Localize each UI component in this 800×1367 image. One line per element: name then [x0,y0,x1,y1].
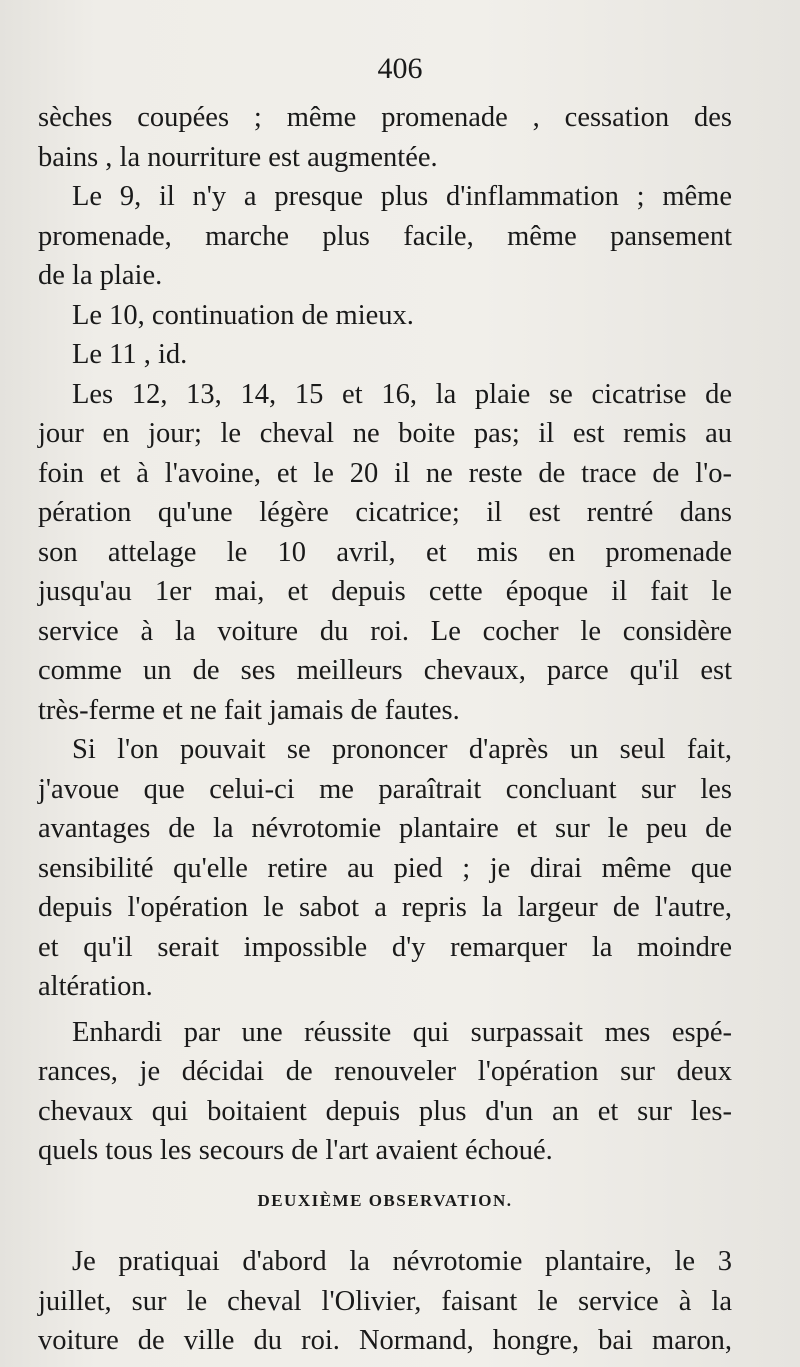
text-line: sèches coupées ; même promenade , cessation des [38,102,732,133]
text-line: pération qu'une légère cicatrice; il est rentré dans [38,497,732,528]
text-line: et qu'il serait impossible d'y remarquer la moindre [38,931,732,963]
text-line: son attelage le 10 avril, et mis en promenade [38,536,732,568]
text-line: Le 10, continuation de mieux. [72,299,414,331]
text-line: Si l'on pouvait se prononcer d'après un seul fait, [72,734,732,765]
text-line: voiture de ville du roi. Normand, hongre, bai maron, [38,1325,732,1356]
text-line: rances, je décidai de renouveler l'opération sur deux [38,1056,732,1087]
text-line: promenade, marche plus facile, même pansement [38,220,732,252]
text-line: depuis l'opération le sabot a repris la largeur de l'autre, [38,892,732,923]
text-line: Les 12, 13, 14, 15 et 16, la plaie se cicatrise de [72,378,732,410]
text-line: altération. [38,971,153,1002]
text-line: de la plaie. [38,260,163,291]
body-text [38,98,732,1361]
page-number: 406 [377,52,423,85]
text-line: chevaux qui boitaient depuis plus d'un an et sur les- [38,1095,732,1127]
text-line: service à la voiture du roi. Le cocher le considère [38,615,732,647]
text-line: jour en jour; le cheval ne boite pas; il est remis au [38,418,732,449]
text-line: jusqu'au 1er mai, et depuis cette époque il fait le [38,576,732,607]
text-line: Je pratiquai d'abord la névrotomie plantaire, le 3 [72,1246,732,1277]
text-line: comme un de ses meilleurs chevaux, parce qu'il est [38,655,732,686]
section-heading: DEUXIÈME OBSERVATION. [257,1190,513,1210]
text-line: bains , la nourriture est augmentée. [38,141,438,173]
text-line: Le 9, il n'y a presque plus d'inflammation ; même [72,181,732,212]
text-line: Enhardi par une réussite qui surpassait mes espé- [72,1016,732,1048]
text-line: Le 11 , id. [72,339,188,370]
text-line: avantages de la névrotomie plantaire et sur le peu de [38,813,732,844]
text-line: quels tous les secours de l'art avaient échoué. [38,1135,553,1166]
text-line: sensibilité qu'elle retire au pied ; je dirai même que [38,852,732,884]
text-line: juillet, sur le cheval l'Olivier, faisant le service à la [38,1285,732,1317]
text-line: j'avoue que celui-ci me paraîtrait concluant sur les [38,773,732,805]
text-line: très-ferme et ne fait jamais de fautes. [38,694,460,726]
text-line: foin et à l'avoine, et le 20 il ne reste de trace de l'o- [38,457,732,489]
